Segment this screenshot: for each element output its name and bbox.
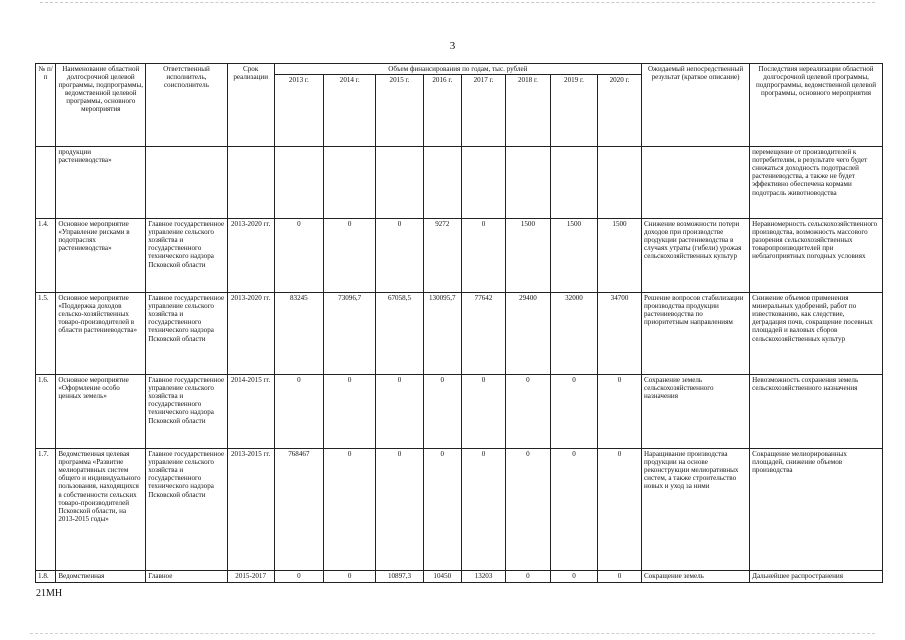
row-value-2016: 0 [423,375,462,449]
row-consequence: Снижение объемов применения минеральных удобрений, работ по известкованию, как следствие, деградация почв, сокращение посевных площадей и валовых сборов сельскохозяйственных культур [750,293,883,375]
table-row [36,449,883,571]
row-value-2015: 67058,5 [376,293,423,375]
row-value-2020 [598,147,642,219]
row-executor: Главное государственное управление сельского хозяйства и государственного технического надзора Псковской области [146,219,227,293]
row-name: продукции растениеводства» [56,147,146,219]
row-value-2020: 0 [598,571,642,583]
header-year-2018: 2018 г. [505,75,550,147]
row-no: 1.8. [36,571,56,583]
row-value-2019: 0 [550,375,597,449]
row-value-2013: 0 [274,375,323,449]
row-term: 2013-2015 гг. [227,449,274,571]
row-executor [146,147,227,219]
row-value-2019: 1500 [550,219,597,293]
row-value-2017: 0 [462,219,506,293]
row-name: Основное мероприятие «Управление рисками в подотраслях растениеводства» [56,219,146,293]
header-name: Наименование областной долгосрочной целевой программы, подпрограммы, ведомственной целевой программы, основного мероприятия [56,64,146,147]
header-year-2013: 2013 г. [274,75,323,147]
row-value-2016: 0 [423,449,462,571]
row-value-2019: 0 [550,449,597,571]
row-value-2017: 0 [462,375,506,449]
table-row [36,147,883,219]
row-value-2020: 34700 [598,293,642,375]
row-value-2015 [376,147,423,219]
row-executor: Главное [146,571,227,583]
row-value-2016 [423,147,462,219]
row-value-2018: 1500 [505,219,550,293]
row-value-2016: 130095,7 [423,293,462,375]
table-row [36,375,883,449]
row-result: Наращивание производства продукции на основе реконструкции мелиоративных систем, а также строительство новых и уход за ними [642,449,750,571]
row-value-2015: 0 [376,449,423,571]
row-value-2017: 77642 [462,293,506,375]
header-funding: Объем финансирования по годам, тыс. рублей [274,64,641,75]
row-value-2014: 0 [323,571,375,583]
footer-code: 21МН [36,588,63,599]
row-value-2016: 9272 [423,219,462,293]
header-no: № п/п [36,64,56,147]
header-year-2019: 2019 г. [550,75,597,147]
row-value-2019 [550,147,597,219]
row-value-2019: 32000 [550,293,597,375]
row-no: 1.4. [36,219,56,293]
header-year-2017: 2017 г. [462,75,506,147]
row-value-2013 [274,147,323,219]
row-value-2018: 29400 [505,293,550,375]
financing-table [35,63,883,583]
header-term: Срок реализации [227,64,274,147]
row-no [36,147,56,219]
row-name: Ведомственная целевая программа «Развитие мелиоративных систем общего и индивидуального пользования, находящихся в собственности сельских товаро-производителей Псковской области, на 2013-2015 годы» [56,449,146,571]
header-executor: Ответственный исполнитель, соисполнитель [146,64,227,147]
row-result: Снижение возможности потери доходов при производстве продукции растениеводства в случаях утраты (гибели) урожая сельскохозяйственных культур [642,219,750,293]
row-result [642,147,750,219]
header-year-2014: 2014 г. [323,75,375,147]
header-year-2016: 2016 г. [423,75,462,147]
row-term: 2015-2017 [227,571,274,583]
row-executor: Главное государственное управление сельского хозяйства и государственного технического надзора Псковской области [146,293,227,375]
row-result: Сокращение земель [642,571,750,583]
table-row [36,293,883,375]
row-value-2014: 0 [323,449,375,571]
row-name: Основное мероприятие «Поддержка доходов сельско-хозяйственных товаро-производителей в области растениеводства» [56,293,146,375]
row-value-2014: 0 [323,219,375,293]
header-year-2020: 2020 г. [598,75,642,147]
row-executor: Главное государственное управление сельского хозяйства и государственного технического надзора Псковской области [146,449,227,571]
row-no: 1.5. [36,293,56,375]
row-term: 2014-2015 гг. [227,375,274,449]
row-value-2019: 0 [550,571,597,583]
row-no: 1.7. [36,449,56,571]
row-consequence: Дальнейшее распространения [750,571,883,583]
row-name: Ведомственная [56,571,146,583]
row-value-2013: 83245 [274,293,323,375]
table-row [36,571,883,583]
scan-edge-bottom [30,633,875,634]
row-consequence: перемещение от производителей к потребителям, в результате чего будет снижаться доходность подотраслей растениеводства, а также не будет эффективно обеспечена кормами подотрасль животноводства [750,147,883,219]
header-year-2015: 2015 г. [376,75,423,147]
page-number: 3 [449,40,456,52]
row-no: 1.6. [36,375,56,449]
row-value-2014: 73096,7 [323,293,375,375]
row-value-2014: 0 [323,375,375,449]
row-value-2014 [323,147,375,219]
row-value-2015: 0 [376,219,423,293]
row-value-2018: 0 [505,375,550,449]
row-value-2015: 10897,3 [376,571,423,583]
header-consequence: Последствия нереализации областной долгосрочной целевой программы, подпрограммы, ведомственной целевой программы, основного мероприятия [750,64,883,147]
row-value-2020: 0 [598,375,642,449]
row-term: 2013-2020 гг. [227,293,274,375]
row-name: Основное мероприятие «Оформление особо ценных земель» [56,375,146,449]
row-value-2018: 0 [505,571,550,583]
row-result: Сохранение земель сельскохозяйственного назначения [642,375,750,449]
row-consequence: Неравномерность сельскохозяйственного производства, возможность массового разорения сельскохозяйственных товаропроизводителей при неблагоприятных погодных условиях [750,219,883,293]
row-value-2013: 768467 [274,449,323,571]
row-value-2013: 0 [274,571,323,583]
row-value-2015: 0 [376,375,423,449]
header-result: Ожидаемый непосредственный результат (краткое описание) [642,64,750,147]
row-value-2013: 0 [274,219,323,293]
row-term: 2013-2020 гг. [227,219,274,293]
row-consequence: Невозможность сохранения земель сельскохозяйственного назначения [750,375,883,449]
row-value-2017: 0 [462,449,506,571]
row-value-2017: 13203 [462,571,506,583]
row-executor: Главное государственное управление сельского хозяйства и государственного технического надзора Псковской области [146,375,227,449]
row-term [227,147,274,219]
row-value-2018 [505,147,550,219]
row-value-2017 [462,147,506,219]
row-result: Решение вопросов стабилизации производства продукции растениеводства по приоритетным направлениям [642,293,750,375]
row-value-2018: 0 [505,449,550,571]
row-consequence: Сокращение мелиорированных площадей, снижение объемов производства [750,449,883,571]
row-value-2020: 0 [598,449,642,571]
row-value-2016: 10450 [423,571,462,583]
row-value-2020: 1500 [598,219,642,293]
table-row [36,219,883,293]
scan-edge-top [40,2,875,3]
